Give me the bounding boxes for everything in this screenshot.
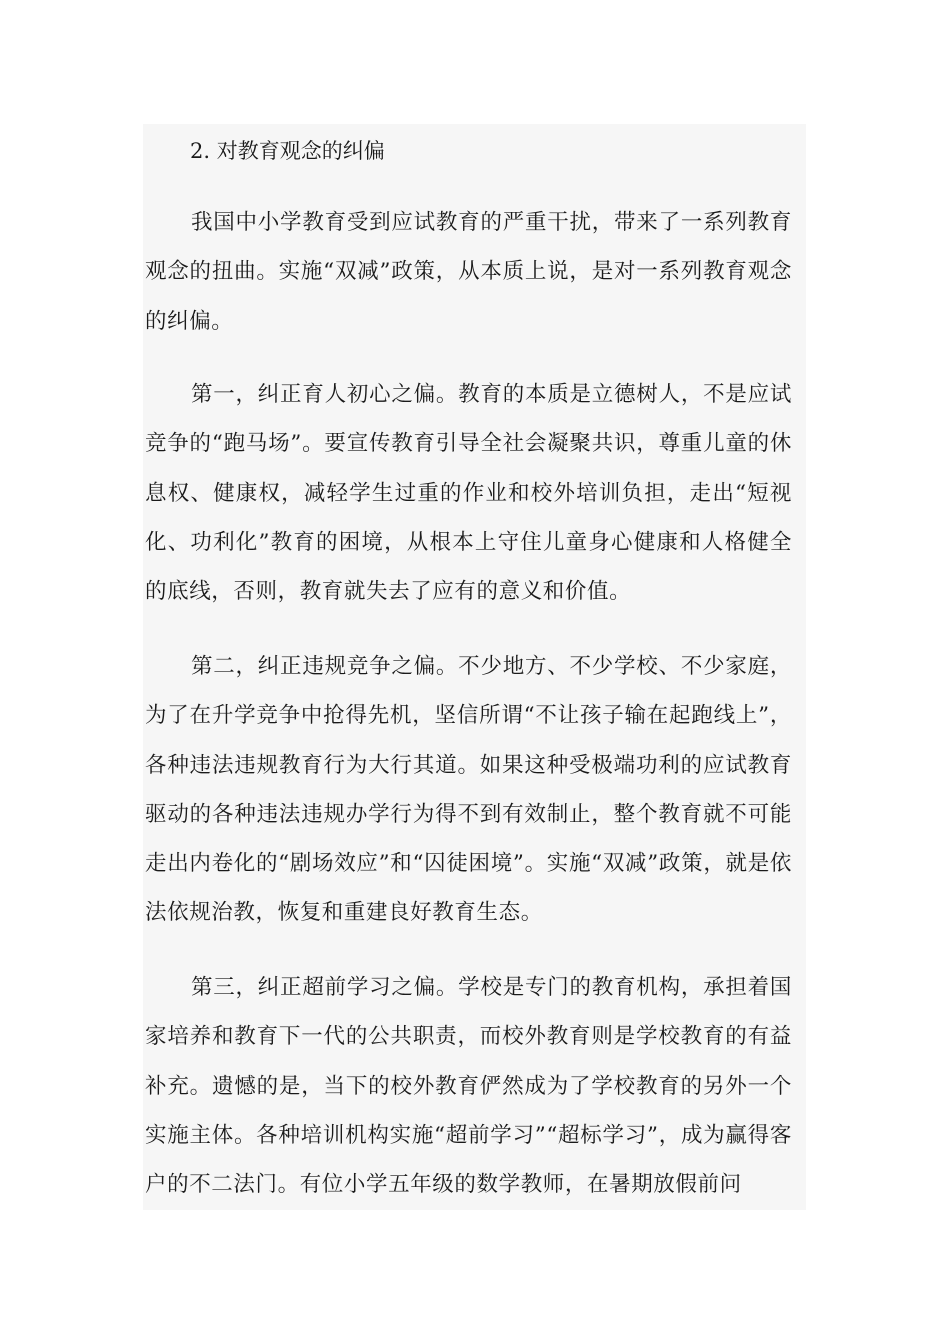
paragraph-first-point: 第一，纠正育人初心之偏。教育的本质是立德树人，不是应试竞争的“跑马场”。要宣传教育引导全社会凝聚共识，尊重儿童的休息权、健康权，减轻学生过重的作业和校外培训负担，走出“短视化、功利化”教育的困境，从根本上守住儿童身心健康和人格健全的底线，否则，教育就失去了应有的意义和价值。 (145, 382, 792, 605)
paragraph-intro: 我国中小学教育受到应试教育的严重干扰，带来了一系列教育观念的扭曲。实施“双减”政策，从本质上说，是对一系列教育观念的纠偏。 (145, 210, 792, 334)
paragraph-third-point: 第三，纠正超前学习之偏。学校是专门的教育机构，承担着国家培养和教育下一代的公共职责，而校外教育则是学校教育的有益补充。遗憾的是，当下的校外教育俨然成为了学校教育的另外一个实施主体。各种培训机构实施“超前学习”“超标学习”，成为赢得客户的不二法门。有位小学五年级的数学教师，在暑期放假前问 (145, 975, 792, 1198)
paragraph-second-point: 第二，纠正违规竞争之偏。不少地方、不少学校、不少家庭，为了在升学竞争中抢得先机，坚信所谓“不让孩子输在起跑线上”，各种违法违规教育行为大行其道。如果这种受极端功利的应试教育驱动的各种违法违规办学行为得不到有效制止，整个教育就不可能走出内卷化的“剧场效应”和“囚徒困境”。实施“双减”政策，就是依法依规治教，恢复和重建良好教育生态。 (145, 654, 792, 926)
section-heading: 2. 对教育观念的纠偏 (190, 139, 385, 163)
